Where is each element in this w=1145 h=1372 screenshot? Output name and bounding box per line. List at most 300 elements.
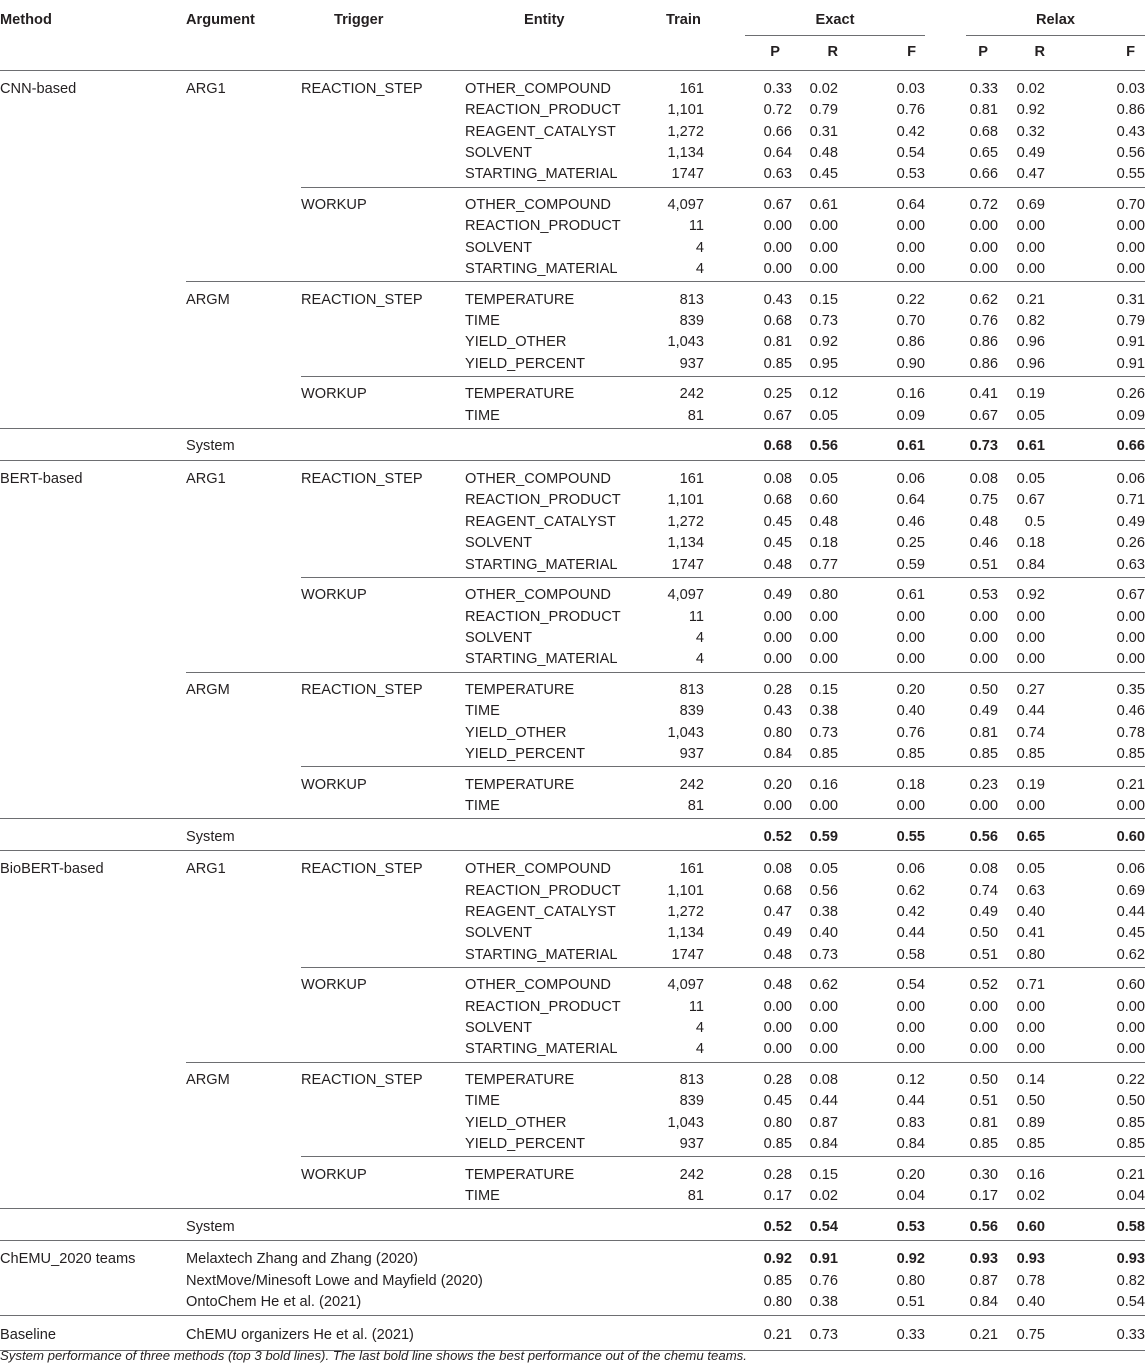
metric-value: 0.47 [763, 903, 792, 920]
metric-value: 0.92 [1016, 102, 1045, 119]
train-count: 937 [679, 1136, 704, 1152]
metric-value: 0.44 [896, 1093, 925, 1110]
system-value: 0.61 [896, 438, 925, 455]
metric-value: 0.60 [809, 492, 838, 509]
metric-value: 0.04 [1116, 1188, 1145, 1204]
metric-value: 0.42 [896, 903, 925, 920]
entity-label: OTHER_COMPOUND [465, 977, 611, 994]
entity-label: SOLVENT [465, 535, 533, 552]
team-label: OntoChem He et al. (2021) [186, 1294, 362, 1310]
train-count: 1,272 [667, 903, 704, 920]
metric-value: 0.76 [809, 1272, 838, 1289]
train-count: 1,043 [667, 724, 704, 741]
table-row [0, 923, 1145, 944]
train-count: 81 [687, 797, 704, 814]
table-row [0, 490, 1145, 511]
trigger-label: WORKUP [301, 386, 367, 403]
metric-value: 0.00 [969, 651, 998, 668]
table-row [0, 775, 1145, 796]
metric-value: 0.93 [969, 1251, 998, 1268]
entity-label: TIME [465, 313, 500, 330]
trigger-label: WORKUP [301, 977, 367, 994]
metric-value: 0.69 [1016, 197, 1045, 214]
metric-value: 0.73 [809, 946, 838, 963]
metric-value: 0.05 [1016, 471, 1045, 488]
metric-value: 0.00 [896, 239, 925, 256]
metric-value: 0.08 [809, 1071, 838, 1088]
metric-value: 0.63 [763, 166, 792, 183]
metric-value: 0.80 [809, 587, 838, 604]
metric-value: 0.00 [763, 1041, 792, 1058]
train-count: 1,134 [667, 535, 704, 552]
entity-label: YIELD_PERCENT [465, 1136, 586, 1152]
metric-value: 0.66 [969, 166, 998, 183]
metric-value: 0.83 [896, 1114, 925, 1131]
metric-value: 0.64 [763, 145, 792, 162]
metric-value: 0.06 [896, 861, 925, 878]
metric-value: 0.38 [809, 903, 838, 920]
metric-value: 0.20 [763, 776, 792, 793]
metric-value: 0.00 [969, 998, 998, 1015]
train-count: 242 [679, 386, 704, 403]
metric-value: 0.44 [1016, 703, 1045, 720]
train-count: 1,101 [667, 492, 704, 509]
metric-value: 0.63 [1016, 882, 1045, 899]
entity-label: REACTION_PRODUCT [465, 998, 621, 1015]
trigger-label: WORKUP [301, 1166, 367, 1183]
metric-value: 0.26 [1116, 535, 1145, 552]
train-count: 1,134 [667, 145, 704, 162]
metric-value: 0.00 [809, 651, 838, 668]
metric-value: 0.00 [1016, 218, 1045, 235]
train-count: 1747 [671, 556, 704, 573]
metric-value: 0.53 [969, 587, 998, 604]
metric-value: 0.74 [1016, 724, 1045, 741]
system-label: System [186, 438, 235, 455]
metric-value: 0.78 [1016, 1272, 1045, 1289]
method-label: BioBERT-based [0, 861, 104, 878]
metric-value: 0.08 [969, 861, 998, 878]
metric-value: 0.16 [896, 386, 925, 403]
train-count: 1747 [671, 166, 704, 183]
metric-value: 0.00 [1016, 261, 1045, 278]
table-row [0, 406, 1145, 427]
metric-value: 0.05 [809, 407, 838, 424]
train-count: 4 [695, 629, 704, 646]
metric-value: 0.85 [969, 745, 998, 762]
metric-value: 0.84 [763, 745, 792, 762]
metric-value: 0.33 [969, 81, 998, 97]
argument-divider [186, 1062, 1145, 1063]
metric-value: 0.48 [763, 977, 792, 994]
metric-value: 0.52 [969, 977, 998, 994]
header-train: Train [666, 12, 701, 28]
metric-value: 0.80 [763, 1294, 792, 1310]
metric-value: 0.21 [1016, 291, 1045, 308]
metric-value: 0.51 [896, 1294, 925, 1310]
method-label: ChEMU_2020 teams [0, 1251, 136, 1268]
metric-value: 0.85 [809, 745, 838, 762]
metric-value: 0.14 [1016, 1071, 1045, 1088]
argument-label: ARGM [186, 291, 230, 308]
metric-value: 0.41 [1016, 925, 1045, 942]
group-divider [0, 460, 1145, 461]
metric-value: 0.96 [1016, 334, 1045, 351]
metric-value: 0.00 [1116, 218, 1145, 235]
metric-value: 0.00 [763, 629, 792, 646]
metric-value: 0.67 [763, 197, 792, 214]
metric-value: 0.00 [969, 1019, 998, 1036]
metric-value: 0.28 [763, 1166, 792, 1183]
metric-value: 0.70 [896, 313, 925, 330]
table-row [0, 649, 1145, 670]
metric-value: 0.92 [809, 334, 838, 351]
metric-value: 0.73 [809, 724, 838, 741]
metric-value: 0.66 [763, 123, 792, 140]
system-value: 0.61 [1016, 438, 1045, 455]
metric-value: 0.00 [969, 629, 998, 646]
metric-value: 0.42 [896, 123, 925, 140]
metric-value: 0.60 [1116, 977, 1145, 994]
system-value: 0.52 [763, 828, 792, 845]
metric-value: 0.68 [763, 882, 792, 899]
entity-label: TEMPERATURE [465, 386, 575, 403]
entity-label: YIELD_PERCENT [465, 745, 586, 762]
metric-value: 0.00 [809, 261, 838, 278]
table-row [0, 1113, 1145, 1134]
metric-value: 0.25 [896, 535, 925, 552]
entity-label: SOLVENT [465, 239, 533, 256]
metric-value: 0.15 [809, 681, 838, 698]
metric-value: 0.93 [1116, 1251, 1145, 1268]
metric-value: 0.19 [1016, 386, 1045, 403]
section-divider [0, 1208, 1145, 1209]
table-row [0, 997, 1145, 1018]
metric-value: 0.05 [809, 861, 838, 878]
entity-label: STARTING_MATERIAL [465, 166, 618, 183]
train-count: 839 [679, 313, 704, 330]
metric-value: 0.06 [1116, 471, 1145, 488]
entity-label: STARTING_MATERIAL [465, 651, 618, 668]
table-row [0, 164, 1145, 185]
metric-value: 0.55 [1116, 166, 1145, 183]
metric-value: 0.65 [969, 145, 998, 162]
metric-value: 0.09 [896, 407, 925, 424]
metric-value: 0.00 [896, 1041, 925, 1058]
team-row [0, 1249, 1145, 1270]
entity-label: TEMPERATURE [465, 776, 575, 793]
metric-value: 0.61 [809, 197, 838, 214]
train-count: 1,134 [667, 925, 704, 942]
entity-label: STARTING_MATERIAL [465, 261, 618, 278]
metric-value: 0.00 [1016, 629, 1045, 646]
metric-value: 0.00 [1116, 629, 1145, 646]
entity-label: REACTION_PRODUCT [465, 102, 621, 119]
metric-value: 0.44 [896, 925, 925, 942]
train-count: 4,097 [667, 977, 704, 994]
metric-value: 0.00 [1016, 1019, 1045, 1036]
metric-value: 0.47 [1016, 166, 1045, 183]
table-row [0, 1070, 1145, 1091]
train-count: 4 [695, 1019, 704, 1036]
table-caption: System performance of three methods (top 3 bold lines). The last bold line shows the best performance out of the chemu teams. [0, 1348, 747, 1363]
system-value: 0.58 [1116, 1218, 1145, 1235]
metric-value: 0.75 [1016, 1326, 1045, 1343]
metric-value: 0.15 [809, 1166, 838, 1183]
argument-divider [186, 281, 1145, 282]
metric-value: 0.00 [763, 608, 792, 625]
metric-value: 0.00 [896, 261, 925, 278]
metric-value: 0.62 [809, 977, 838, 994]
exact-rule [745, 35, 925, 36]
argument-label: ARGM [186, 681, 230, 698]
entity-label: STARTING_MATERIAL [465, 1041, 618, 1058]
entity-label: REACTION_PRODUCT [465, 492, 621, 509]
metric-value: 0.00 [1116, 1019, 1145, 1036]
entity-label: REACTION_PRODUCT [465, 882, 621, 899]
metric-value: 0.05 [809, 471, 838, 488]
entity-label: SOLVENT [465, 925, 533, 942]
metric-value: 0.58 [896, 946, 925, 963]
table-row [0, 1018, 1145, 1039]
metric-value: 0.32 [1016, 123, 1045, 140]
metric-value: 0.48 [809, 513, 838, 530]
metric-value: 0.82 [1016, 313, 1045, 330]
table-row [0, 796, 1145, 817]
table-row [0, 1039, 1145, 1060]
entity-label: REACTION_PRODUCT [465, 608, 621, 625]
header-entity: Entity [524, 12, 565, 28]
table-row [0, 1165, 1145, 1186]
metric-value: 0.40 [896, 703, 925, 720]
metric-value: 0.5 [1024, 513, 1045, 530]
table-row [0, 384, 1145, 405]
metric-value: 0.00 [969, 608, 998, 625]
metric-value: 0.54 [896, 977, 925, 994]
header-exact-p: P [770, 44, 780, 60]
trigger-label: REACTION_STEP [301, 471, 423, 488]
metric-value: 0.00 [896, 651, 925, 668]
metric-value: 0.00 [896, 998, 925, 1015]
trigger-label: REACTION_STEP [301, 1071, 423, 1088]
table-row [0, 1091, 1145, 1112]
train-count: 161 [679, 861, 704, 878]
metric-value: 0.77 [809, 556, 838, 573]
entity-label: TIME [465, 1093, 500, 1110]
train-count: 11 [688, 218, 704, 235]
method-label: Baseline [0, 1326, 56, 1343]
metric-value: 0.85 [1116, 1136, 1145, 1152]
group-divider [0, 850, 1145, 851]
entity-label: YIELD_PERCENT [465, 355, 586, 372]
table-row [0, 680, 1145, 701]
train-count: 4 [695, 651, 704, 668]
entity-label: SOLVENT [465, 145, 533, 162]
metric-value: 0.20 [896, 1166, 925, 1183]
metric-value: 0.00 [896, 797, 925, 814]
metric-value: 0.62 [896, 882, 925, 899]
table-row [0, 555, 1145, 576]
table-row [0, 469, 1145, 490]
metric-value: 0.08 [969, 471, 998, 488]
metric-value: 0.84 [896, 1136, 925, 1152]
team-row [0, 1271, 1145, 1292]
metric-value: 0.48 [763, 556, 792, 573]
metric-value: 0.21 [763, 1326, 792, 1343]
entity-label: OTHER_COMPOUND [465, 471, 611, 488]
metric-value: 0.00 [1016, 651, 1045, 668]
relax-rule [966, 35, 1145, 36]
metric-value: 0.86 [1116, 102, 1145, 119]
metric-value: 0.06 [1116, 861, 1145, 878]
metric-value: 0.33 [896, 1326, 925, 1343]
metric-value: 0.22 [1116, 1071, 1145, 1088]
metric-value: 0.49 [969, 703, 998, 720]
entity-label: TIME [465, 797, 500, 814]
metric-value: 0.28 [763, 1071, 792, 1088]
metric-value: 0.21 [969, 1326, 998, 1343]
metric-value: 0.00 [809, 629, 838, 646]
metric-value: 0.21 [1116, 776, 1145, 793]
metric-value: 0.00 [1016, 1041, 1045, 1058]
entity-label: REACTION_PRODUCT [465, 218, 621, 235]
metric-value: 0.00 [809, 608, 838, 625]
metric-value: 0.38 [809, 703, 838, 720]
train-count: 1,272 [667, 123, 704, 140]
metric-value: 0.67 [1016, 492, 1045, 509]
system-value: 0.56 [969, 828, 998, 845]
train-count: 4,097 [667, 587, 704, 604]
metric-value: 0.17 [763, 1188, 792, 1204]
system-value: 0.60 [1116, 828, 1145, 845]
metric-value: 0.84 [809, 1136, 838, 1152]
metric-value: 0.40 [1016, 1294, 1045, 1310]
metric-value: 0.18 [1016, 535, 1045, 552]
table-row [0, 723, 1145, 744]
trigger-divider [301, 967, 1145, 968]
system-value: 0.66 [1116, 438, 1145, 455]
train-count: 4 [695, 239, 704, 256]
table-row [0, 143, 1145, 164]
metric-value: 0.35 [1116, 681, 1145, 698]
entity-label: STARTING_MATERIAL [465, 556, 618, 573]
metric-value: 0.56 [809, 882, 838, 899]
metric-value: 0.02 [1016, 81, 1045, 97]
metric-value: 0.82 [1116, 1272, 1145, 1289]
metric-value: 0.00 [1116, 998, 1145, 1015]
train-count: 11 [688, 608, 704, 625]
metric-value: 0.85 [1016, 1136, 1045, 1152]
system-value: 0.68 [763, 438, 792, 455]
metric-value: 0.67 [969, 407, 998, 424]
metric-value: 0.85 [763, 1136, 792, 1152]
trigger-label: REACTION_STEP [301, 81, 423, 97]
argument-label: ARG1 [186, 861, 226, 878]
team-label: Melaxtech Zhang and Zhang (2020) [186, 1251, 419, 1268]
metric-value: 0.68 [763, 313, 792, 330]
train-count: 937 [679, 745, 704, 762]
metric-value: 0.45 [1116, 925, 1145, 942]
header-argument: Argument [186, 12, 255, 28]
metric-value: 0.00 [763, 998, 792, 1015]
metric-value: 0.38 [809, 1294, 838, 1310]
metric-value: 0.00 [896, 608, 925, 625]
baseline-label: ChEMU organizers He et al. (2021) [186, 1326, 414, 1343]
trigger-label: WORKUP [301, 197, 367, 214]
metric-value: 0.86 [896, 334, 925, 351]
header-method: Method [0, 12, 52, 28]
metric-value: 0.23 [969, 776, 998, 793]
table-row [0, 195, 1145, 216]
trigger-divider [301, 187, 1145, 188]
metric-value: 0.40 [1016, 903, 1045, 920]
metric-value: 0.12 [809, 386, 838, 403]
table-row [0, 122, 1145, 143]
train-count: 81 [687, 1188, 704, 1204]
metric-value: 0.33 [1116, 1326, 1145, 1343]
metric-value: 0.73 [809, 313, 838, 330]
train-count: 4,097 [667, 197, 704, 214]
metric-value: 0.50 [969, 925, 998, 942]
metric-value: 0.68 [763, 492, 792, 509]
metric-value: 0.43 [1116, 123, 1145, 140]
metric-value: 0.80 [896, 1272, 925, 1289]
metric-value: 0.91 [1116, 334, 1145, 351]
metric-value: 0.41 [969, 386, 998, 403]
metric-value: 0.92 [1016, 587, 1045, 604]
metric-value: 0.00 [763, 218, 792, 235]
metric-value: 0.00 [969, 218, 998, 235]
metric-value: 0.87 [809, 1114, 838, 1131]
method-label: BERT-based [0, 471, 83, 488]
argument-label: ARGM [186, 1071, 230, 1088]
metric-value: 0.86 [969, 334, 998, 351]
metric-value: 0.85 [763, 355, 792, 372]
metric-value: 0.43 [763, 703, 792, 720]
table-row [0, 100, 1145, 121]
metric-value: 0.81 [969, 1114, 998, 1131]
metric-value: 0.59 [896, 556, 925, 573]
train-count: 813 [679, 291, 704, 308]
metric-value: 0.71 [1016, 977, 1045, 994]
metric-value: 0.48 [969, 513, 998, 530]
metric-value: 0.00 [809, 239, 838, 256]
table-row [0, 79, 1145, 100]
argument-label: ARG1 [186, 81, 226, 97]
metric-value: 0.92 [763, 1251, 792, 1268]
train-count: 1,101 [667, 102, 704, 119]
section-divider [0, 818, 1145, 819]
entity-label: TIME [465, 703, 500, 720]
metric-value: 0.16 [809, 776, 838, 793]
metric-value: 0.51 [969, 556, 998, 573]
metric-value: 0.33 [763, 81, 792, 97]
metric-value: 0.00 [763, 261, 792, 278]
header-trigger: Trigger [334, 12, 384, 28]
metric-value: 0.93 [1016, 1251, 1045, 1268]
metric-value: 0.44 [1116, 903, 1145, 920]
metric-value: 0.00 [1116, 1041, 1145, 1058]
metric-value: 0.64 [896, 492, 925, 509]
metric-value: 0.21 [1116, 1166, 1145, 1183]
table-row [0, 512, 1145, 533]
table-row [0, 744, 1145, 765]
baseline-row [0, 1325, 1145, 1346]
header-relax-f: F [1126, 44, 1135, 60]
metric-value: 0.00 [969, 1041, 998, 1058]
metric-value: 0.86 [969, 355, 998, 372]
table-row [0, 311, 1145, 332]
